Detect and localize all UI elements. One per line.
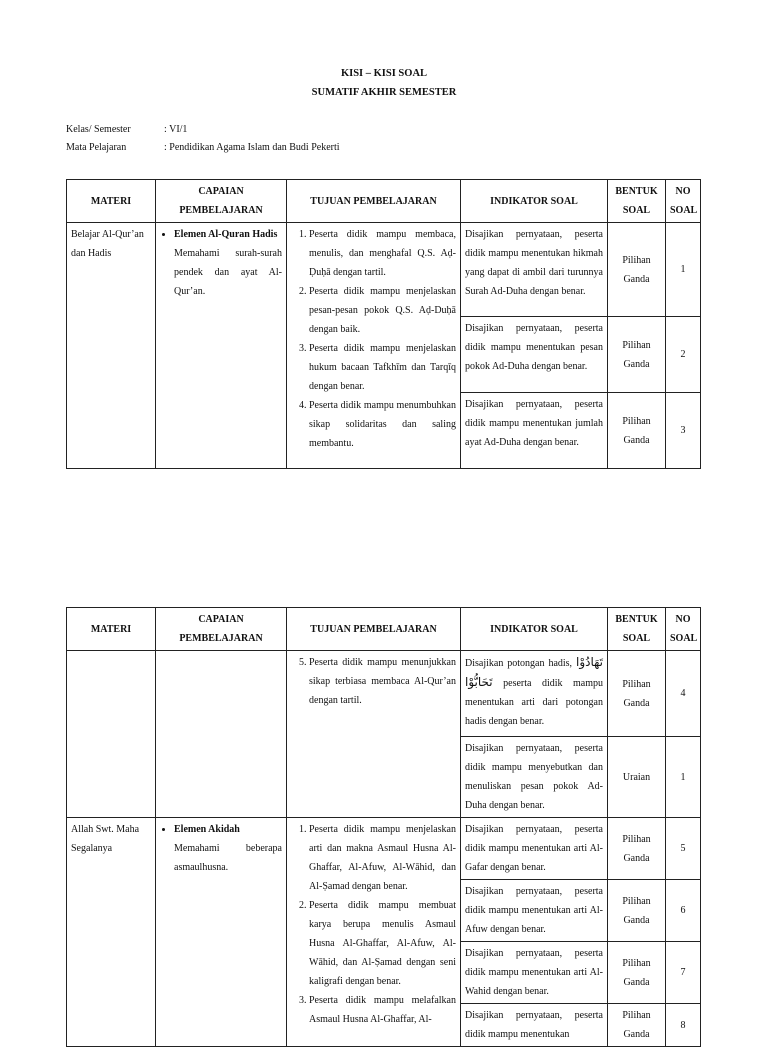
no-cell: 1	[666, 737, 701, 818]
kisi-table-2	[66, 607, 701, 1047]
bentuk-cell: Pilihan Ganda	[608, 880, 666, 942]
tujuan-cell	[287, 651, 461, 818]
no-cell: 3	[666, 393, 701, 469]
tujuan-item: 2. Peserta didik mampu membuat karya berupa menulis Asmaul Husna Al-Ghaffar, Al-Afuw, Al-Wāhid, dan Al-Ṣamad dengan seni kaligrafi dengan benar.	[309, 896, 456, 991]
materi-cell	[67, 651, 156, 818]
mapel-label: Mata Pelajaran	[66, 142, 127, 153]
header-no: NO SOAL	[666, 608, 701, 651]
tujuan-cell	[287, 818, 461, 1047]
header-indikator: INDIKATOR SOAL	[461, 180, 608, 223]
header-tujuan: TUJUAN PEMBELAJARAN	[287, 608, 461, 651]
tujuan-cell	[287, 223, 461, 469]
bentuk-cell: Uraian	[608, 737, 666, 818]
tujuan-item: 3. Peserta didik mampu melafalkan Asmaul Husna Al-Ghaffar, Al-	[309, 991, 456, 1029]
bentuk-cell: Pilihan Ganda	[608, 942, 666, 1004]
no-cell: 7	[666, 942, 701, 1004]
capaian-cell	[156, 818, 287, 1047]
tujuan-item: 1. Peserta didik mampu membaca, menulis, dan menghafal Q.S. Aḍ-Ḍuḥā dengan tartil.	[309, 225, 456, 282]
capaian-title: Elemen Akidah	[174, 824, 240, 835]
header-indikator: INDIKATOR SOAL	[461, 608, 608, 651]
doc-title: KISI – KISI SOAL	[340, 68, 428, 79]
bentuk-cell: Pilihan Ganda	[608, 1004, 666, 1047]
header-materi: MATERI	[67, 608, 156, 651]
tujuan-item: 4. Peserta didik mampu menumbuhkan sikap solidaritas dan saling membantu.	[309, 396, 456, 453]
bentuk-cell: Pilihan Ganda	[608, 393, 666, 469]
no-cell: 1	[666, 223, 701, 317]
indikator-cell: Disajikan pernyataan, peserta didik mampu menentukan	[461, 1004, 608, 1047]
bentuk-cell: Pilihan Ganda	[608, 818, 666, 880]
no-cell: 4	[666, 651, 701, 737]
header-capaian: CAPAIAN PEMBELAJARAN	[156, 180, 287, 223]
header-materi: MATERI	[67, 180, 156, 223]
indikator-cell: Disajikan pernyataan, peserta didik mampu menyebutkan dan menuliskan pesan pokok Ad-Duha dengan benar.	[461, 737, 608, 818]
doc-subtitle: SUMATIF AKHIR SEMESTER	[311, 87, 457, 98]
capaian-text: Memahami beberapa asmaulhusna.	[174, 843, 282, 873]
meta-mapel	[66, 142, 340, 153]
mapel-value: : Pendidikan Agama Islam dan Budi Pekerti	[164, 142, 340, 153]
no-cell: 2	[666, 317, 701, 393]
no-cell: 8	[666, 1004, 701, 1047]
materi-cell: Belajar Al-Qur’an dan Hadis	[67, 223, 156, 469]
tujuan-item: 1. Peserta didik mampu menjelaskan arti dan makna Asmaul Husna Al-Ghaffar, Al-Afuw, Al-Wāhid, dan Al-Ṣamad dengan benar.	[309, 820, 456, 896]
arabic-hadis-text: تَهَادُوْا تَحَابُّوْا	[465, 655, 603, 689]
header-bentuk: BENTUK SOAL	[608, 180, 666, 223]
meta-kelas	[66, 124, 187, 135]
indikator-cell: Disajikan pernyataan, peserta didik mampu menentukan pesan pokok Ad-Duha dengan benar.	[461, 317, 608, 393]
kelas-value: : VI/1	[164, 124, 188, 135]
bentuk-cell: Pilihan Ganda	[608, 651, 666, 737]
capaian-text: Memahami surah-surah pendek dan ayat Al-Qur’an.	[174, 248, 282, 297]
no-cell: 6	[666, 880, 701, 942]
header-bentuk: BENTUK SOAL	[608, 608, 666, 651]
indikator-cell: Disajikan potongan hadis, تَهَادُوْا تَحَابُّوْا peserta didik mampu menentukan arti dari potongan hadis dengan benar.	[461, 651, 608, 737]
no-cell: 5	[666, 818, 701, 880]
indikator-cell: Disajikan pernyataan, peserta didik mampu menentukan arti Al-Afuw dengan benar.	[461, 880, 608, 942]
kelas-label: Kelas/ Semester	[66, 124, 131, 135]
bentuk-cell: Pilihan Ganda	[608, 223, 666, 317]
indikator-cell: Disajikan pernyataan, peserta didik mampu menentukan arti Al-Gafar dengan benar.	[461, 818, 608, 880]
kisi-table-1	[66, 179, 701, 469]
header-tujuan: TUJUAN PEMBELAJARAN	[287, 180, 461, 223]
indikator-cell: Disajikan pernyataan, peserta didik mampu menentukan arti Al-Wahid dengan benar.	[461, 942, 608, 1004]
capaian-cell	[156, 651, 287, 818]
capaian-title: Elemen Al-Quran Hadis	[174, 229, 278, 240]
materi-cell: Allah Swt. Maha Segalanya	[67, 818, 156, 1047]
indikator-cell: Disajikan pernyataan, peserta didik mampu menentukan hikmah yang dapat di ambil dari turunnya Surah Ad-Duha dengan benar.	[461, 223, 608, 317]
tujuan-item: 5. Peserta didik mampu menunjukkan sikap terbiasa membaca Al-Qur’an dengan tartil.	[309, 653, 456, 710]
header-no: NO SOAL	[666, 180, 701, 223]
capaian-cell	[156, 223, 287, 469]
header-capaian: CAPAIAN PEMBELAJARAN	[156, 608, 287, 651]
bentuk-cell: Pilihan Ganda	[608, 317, 666, 393]
indikator-cell: Disajikan pernyataan, peserta didik mampu menentukan jumlah ayat Ad-Duha dengan benar.	[461, 393, 608, 469]
tujuan-item: 3. Peserta didik mampu menjelaskan hukum bacaan Tafkhīm dan Tarqīq dengan benar.	[309, 339, 456, 396]
tujuan-item: 2. Peserta didik mampu menjelaskan pesan-pesan pokok Q.S. Aḍ-Duḥā dengan baik.	[309, 282, 456, 339]
